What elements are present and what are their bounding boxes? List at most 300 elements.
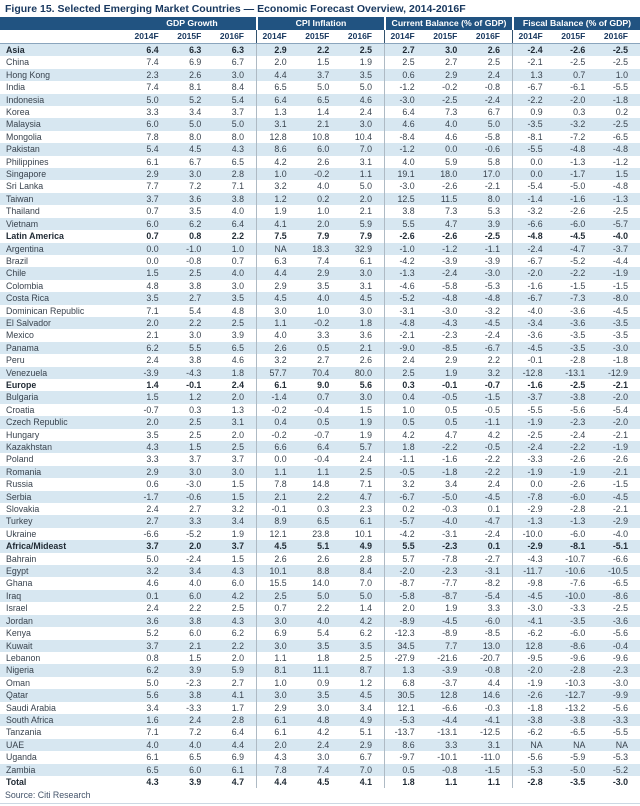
value-cell: 5.0: [146, 677, 159, 688]
value-cell: 6.0: [317, 144, 330, 155]
value-cell: 4.0: [384, 156, 427, 168]
value-cell: -5.0: [570, 181, 586, 192]
value-cell: -4.0: [512, 305, 555, 317]
value-cell: 1.9: [359, 417, 372, 428]
value-cell: -2.4: [484, 330, 500, 341]
row-label: Iraq: [6, 590, 22, 601]
value-cell: -11.0: [480, 752, 500, 763]
value-cell: 5.3: [487, 206, 500, 217]
value-cell: 5.6: [359, 379, 372, 390]
value-cell: 2.0: [317, 218, 330, 229]
year-header: 2015F: [561, 31, 586, 41]
value-cell: 1.0: [615, 69, 628, 80]
row-label: Romania: [6, 466, 42, 477]
value-cell: 3.5: [359, 69, 372, 80]
value-cell: -3.1: [484, 566, 500, 577]
value-cell: 7.3: [445, 107, 458, 118]
row-label: Vietnam: [6, 218, 39, 229]
value-cell: 5.8: [487, 156, 500, 167]
value-cell: 2.1: [146, 330, 159, 341]
value-cell: 32.9: [354, 243, 372, 254]
table-row: [0, 565, 640, 577]
value-cell: -2.6: [570, 45, 586, 55]
row-label: Africa/Mideast: [6, 541, 67, 552]
source-note: Source: Citi Research: [5, 790, 91, 801]
value-cell: 1.9: [231, 528, 244, 539]
value-cell: -0.4: [314, 404, 330, 415]
value-cell: 0.0: [512, 168, 555, 180]
value-cell: -8.9: [442, 628, 458, 639]
value-cell: 2.6: [317, 553, 330, 564]
value-cell: 0.9: [317, 677, 330, 688]
value-cell: 3.0: [359, 268, 372, 279]
value-cell: -3.0: [384, 180, 427, 192]
value-cell: 2.2: [317, 45, 330, 55]
value-cell: 3.5: [146, 293, 159, 304]
value-cell: 0.5: [384, 764, 427, 776]
table-row: [0, 354, 640, 366]
value-cell: -0.7: [314, 429, 330, 440]
value-cell: 3.3: [445, 739, 458, 750]
value-cell: -2.5: [612, 603, 628, 614]
value-cell: 5.2: [189, 94, 202, 105]
value-cell: 2.5: [231, 317, 244, 328]
value-cell: 2.5: [231, 442, 244, 452]
value-cell: 12.1: [384, 702, 427, 714]
value-cell: 6.4: [256, 94, 299, 106]
value-cell: -1.1: [384, 453, 427, 465]
table-row: [0, 503, 640, 515]
value-cell: -4.1: [512, 615, 555, 627]
value-cell: -1.6: [570, 193, 586, 204]
value-cell: 3.0: [256, 615, 299, 627]
row-label: Dominican Republic: [6, 305, 85, 316]
value-cell: -4.1: [484, 714, 500, 725]
value-cell: -1.5: [484, 392, 500, 403]
value-cell: 2.0: [231, 429, 244, 440]
value-cell: -2.3: [442, 566, 458, 577]
row-label: Qatar: [6, 690, 29, 701]
value-cell: -1.6: [512, 280, 555, 292]
value-cell: -13.7: [384, 726, 427, 738]
value-cell: 2.6: [189, 69, 202, 80]
value-cell: 3.1: [487, 739, 500, 750]
value-cell: 2.5: [189, 268, 202, 279]
value-cell: 3.4: [189, 107, 202, 118]
value-cell: -0.5: [442, 392, 458, 403]
value-cell: 6.0: [189, 628, 202, 639]
value-cell: 3.0: [231, 466, 244, 477]
value-cell: -4.6: [384, 280, 427, 292]
value-cell: -2.6: [442, 231, 458, 242]
value-cell: 3.5: [189, 206, 202, 217]
value-cell: -4.3: [442, 317, 458, 328]
value-cell: 5.4: [146, 144, 159, 155]
row-label: Total: [6, 776, 27, 787]
value-cell: 2.5: [384, 367, 427, 379]
group-header-cpi-inflation: CPI Inflation: [295, 18, 347, 28]
value-cell: -5.7: [384, 515, 427, 527]
value-cell: 2.4: [189, 714, 202, 725]
year-header: 2015F: [305, 31, 330, 41]
value-cell: 23.8: [312, 528, 330, 539]
row-label: Venezuela: [6, 367, 48, 378]
table-row: [0, 106, 640, 118]
table-row: [0, 317, 640, 329]
value-cell: -3.6: [570, 317, 586, 328]
value-cell: 4.0: [256, 329, 299, 341]
value-cell: 2.6: [256, 553, 299, 565]
value-cell: -7.3: [570, 293, 586, 304]
value-cell: 1.3: [512, 69, 555, 81]
value-cell: -3.6: [612, 615, 628, 626]
value-cell: -4.4: [612, 255, 628, 266]
value-cell: -4.5: [484, 491, 500, 502]
value-cell: -9.7: [384, 751, 427, 763]
value-cell: -2.1: [384, 329, 427, 341]
value-cell: 3.0: [359, 305, 372, 316]
value-cell: -1.5: [484, 764, 500, 775]
value-cell: 7.2: [189, 727, 202, 738]
value-cell: 8.0: [231, 131, 244, 142]
value-cell: -2.5: [612, 206, 628, 217]
value-cell: 1.2: [189, 392, 202, 403]
value-cell: -3.3: [570, 603, 586, 614]
value-cell: -1.8: [442, 466, 458, 477]
value-cell: 6.2: [189, 218, 202, 229]
value-cell: 2.8: [231, 169, 244, 180]
value-cell: -2.5: [612, 45, 628, 55]
value-cell: -3.0: [612, 342, 628, 353]
value-cell: 5.4: [317, 628, 330, 639]
value-cell: -5.7: [612, 218, 628, 229]
value-cell: -6.7: [512, 255, 555, 267]
value-cell: -2.8: [570, 504, 586, 515]
value-cell: 4.6: [359, 94, 372, 105]
value-cell: 8.1: [189, 82, 202, 93]
table-row: [0, 441, 640, 453]
value-cell: -0.8: [442, 764, 458, 775]
value-cell: 10.4: [354, 131, 372, 142]
value-cell: 6.5: [189, 752, 202, 763]
value-cell: -1.8: [612, 355, 628, 366]
row-label: Kazakhstan: [6, 442, 52, 452]
group-header-current-balance: Current Balance (% of GDP): [391, 18, 507, 28]
value-cell: -1.8: [512, 702, 555, 714]
value-cell: -0.8: [484, 82, 500, 93]
value-cell: -9.6: [570, 652, 586, 663]
row-label: Lebanon: [6, 652, 41, 663]
value-cell: 3.4: [445, 479, 458, 490]
value-cell: -1.3: [570, 516, 586, 527]
value-cell: -2.6: [384, 230, 427, 242]
value-cell: 3.0: [189, 169, 202, 180]
value-cell: 1.4: [359, 603, 372, 614]
value-cell: -0.4: [314, 454, 330, 465]
table-row: [0, 230, 640, 242]
value-cell: 2.1: [359, 206, 372, 217]
value-cell: 4.6: [231, 355, 244, 366]
value-cell: 3.0: [189, 330, 202, 341]
value-cell: 6.8: [384, 677, 427, 689]
table-row: [0, 553, 640, 565]
value-cell: 3.7: [146, 193, 159, 204]
value-cell: 5.0: [359, 590, 372, 601]
value-cell: 7.3: [445, 206, 458, 217]
value-cell: 4.0: [317, 181, 330, 192]
value-cell: 1.5: [359, 404, 372, 415]
value-cell: 4.2: [487, 429, 500, 440]
value-cell: -5.2: [384, 292, 427, 304]
value-cell: -3.8: [570, 392, 586, 403]
value-cell: 0.0: [512, 156, 555, 168]
value-cell: 5.0: [146, 94, 159, 105]
value-cell: 3.0: [317, 752, 330, 763]
value-cell: -0.1: [512, 354, 555, 366]
value-cell: 2.0: [231, 392, 244, 403]
value-cell: -6.7: [384, 491, 427, 503]
value-cell: -0.7: [484, 379, 500, 390]
value-cell: 8.0: [487, 193, 500, 204]
row-label: Kuwait: [6, 640, 33, 651]
table-row: [0, 577, 640, 589]
value-cell: -1.7: [143, 491, 159, 502]
value-cell: -2.5: [612, 119, 628, 130]
value-cell: 12.8: [256, 131, 299, 143]
value-cell: -2.8: [512, 776, 555, 788]
value-cell: -2.6: [570, 206, 586, 217]
value-cell: -1.4: [512, 193, 555, 205]
table-row: [0, 205, 640, 217]
value-cell: 4.3: [146, 776, 159, 787]
value-cell: 1.4: [146, 379, 159, 390]
table-row: [0, 429, 640, 441]
value-cell: 4.4: [256, 776, 299, 788]
value-cell: 0.1: [487, 541, 500, 552]
value-cell: 4.1: [231, 690, 244, 701]
value-cell: 7.1: [231, 181, 244, 192]
value-cell: 4.5: [317, 776, 330, 787]
value-cell: -2.6: [442, 181, 458, 192]
value-cell: 5.0: [189, 119, 202, 130]
value-cell: 6.0: [189, 764, 202, 775]
value-cell: 6.1: [256, 379, 299, 391]
value-cell: 2.5: [487, 57, 500, 68]
value-cell: -3.5: [612, 317, 628, 328]
value-cell: -10.7: [565, 553, 586, 564]
row-label: Thailand: [6, 206, 40, 217]
value-cell: 3.3: [189, 516, 202, 527]
value-cell: 19.1: [384, 168, 427, 180]
value-cell: 0.7: [573, 69, 586, 80]
value-cell: 4.2: [256, 156, 299, 168]
value-cell: 4.9: [359, 714, 372, 725]
value-cell: 4.1: [359, 776, 372, 787]
value-cell: 6.5: [231, 156, 244, 167]
value-cell: 7.8: [256, 478, 299, 490]
value-cell: 2.0: [384, 602, 427, 614]
value-cell: -6.6: [143, 528, 159, 539]
value-cell: -10.0: [565, 590, 586, 601]
value-cell: 4.0: [445, 119, 458, 130]
value-cell: -3.6: [512, 329, 555, 341]
value-cell: 5.2: [146, 628, 159, 639]
value-cell: -5.0: [442, 491, 458, 502]
value-cell: -6.6: [512, 218, 555, 230]
value-cell: -12.8: [512, 367, 555, 379]
value-cell: 5.0: [231, 119, 244, 130]
corner-cell: [0, 30, 128, 43]
value-cell: 2.7: [384, 44, 427, 56]
value-cell: -0.2: [314, 317, 330, 328]
value-cell: -3.5: [512, 118, 555, 130]
value-cell: 3.6: [146, 615, 159, 626]
value-cell: 4.3: [231, 144, 244, 155]
value-cell: -4.5: [512, 342, 555, 354]
value-cell: -4.8: [384, 317, 427, 329]
value-cell: -5.3: [484, 280, 500, 291]
value-cell: 3.5: [231, 293, 244, 304]
value-cell: 3.0: [189, 466, 202, 477]
value-cell: 6.1: [359, 255, 372, 266]
value-cell: 2.4: [317, 739, 330, 750]
value-cell: -1.3: [512, 515, 555, 527]
value-cell: 2.4: [487, 69, 500, 80]
value-cell: -5.2: [612, 764, 628, 775]
value-cell: 1.5: [231, 479, 244, 490]
year-header: 2014F: [512, 30, 555, 43]
row-label: Oman: [6, 677, 30, 688]
value-cell: 3.3: [487, 603, 500, 614]
value-cell: -3.7: [612, 243, 628, 254]
value-cell: NA: [573, 739, 586, 750]
value-cell: -1.5: [612, 280, 628, 291]
table-row: [0, 342, 640, 354]
value-cell: 6.4: [317, 442, 330, 452]
value-cell: 3.9: [487, 218, 500, 229]
value-cell: -0.5: [384, 466, 427, 478]
value-cell: -2.1: [612, 504, 628, 515]
value-cell: -3.3: [186, 702, 202, 713]
value-cell: -2.4: [186, 553, 202, 564]
value-cell: 2.9: [317, 268, 330, 279]
value-cell: 4.7: [231, 776, 244, 787]
value-cell: 0.4: [256, 416, 299, 428]
value-cell: -2.0: [384, 565, 427, 577]
row-label: Colombia: [6, 280, 44, 291]
table-row: [0, 255, 640, 267]
table-row: [0, 615, 640, 627]
value-cell: 4.6: [445, 131, 458, 142]
value-cell: 5.1: [359, 727, 372, 738]
value-cell: 5.0: [487, 119, 500, 130]
value-cell: 2.7: [231, 677, 244, 688]
value-cell: -2.5: [484, 231, 500, 242]
table-row: [0, 689, 640, 701]
value-cell: -6.0: [570, 491, 586, 502]
value-cell: 6.1: [231, 764, 244, 775]
value-cell: 7.9: [359, 231, 372, 242]
value-cell: 3.8: [189, 355, 202, 366]
value-cell: -2.2: [442, 442, 458, 452]
value-cell: 2.4: [487, 479, 500, 490]
value-cell: 0.2: [615, 107, 628, 118]
value-cell: 3.5: [317, 280, 330, 291]
table-row: [0, 218, 640, 230]
value-cell: -4.7: [484, 516, 500, 527]
row-label: Saudi Arabia: [6, 702, 56, 713]
value-cell: 8.4: [231, 82, 244, 93]
table-row: [0, 602, 640, 614]
value-cell: 0.1: [487, 504, 500, 515]
value-cell: 2.7: [317, 355, 330, 366]
value-cell: -6.0: [570, 528, 586, 539]
value-cell: 2.0: [231, 652, 244, 663]
value-cell: 3.4: [231, 516, 244, 527]
value-cell: 4.8: [146, 280, 159, 291]
value-cell: 5.0: [317, 82, 330, 93]
value-cell: 5.6: [146, 690, 159, 701]
row-label: Argentina: [6, 243, 44, 254]
value-cell: -8.6: [570, 640, 586, 651]
row-label: Malaysia: [6, 119, 41, 130]
value-cell: -9.0: [384, 342, 427, 354]
value-cell: 4.0: [317, 615, 330, 626]
value-cell: 7.0: [359, 144, 372, 155]
value-cell: 1.8: [231, 367, 244, 378]
value-cell: 2.7: [189, 504, 202, 515]
value-cell: 6.7: [487, 107, 500, 118]
value-cell: 7.4: [146, 82, 159, 93]
value-cell: 3.0: [256, 689, 299, 701]
value-cell: 6.2: [146, 665, 159, 676]
value-cell: 6.3: [189, 45, 202, 55]
value-cell: -2.8: [570, 355, 586, 366]
value-cell: 0.5: [317, 417, 330, 428]
value-cell: -6.0: [484, 615, 500, 626]
value-cell: 3.7: [189, 454, 202, 465]
value-cell: 5.0: [359, 181, 372, 192]
row-label: Serbia: [6, 491, 32, 502]
value-cell: NA: [512, 739, 555, 751]
value-cell: -1.9: [612, 268, 628, 279]
year-header: 2016F: [347, 31, 372, 41]
value-cell: 3.9: [189, 776, 202, 787]
value-cell: 7.1: [359, 479, 372, 490]
value-cell: 4.1: [256, 218, 299, 230]
table-row: [0, 143, 640, 155]
value-cell: 3.8: [189, 280, 202, 291]
value-cell: 5.1: [317, 541, 330, 552]
value-cell: 6.0: [146, 218, 159, 229]
value-cell: -1.0: [384, 243, 427, 255]
value-cell: 9.0: [317, 379, 330, 390]
value-cell: 2.2: [231, 231, 244, 242]
value-cell: -0.1: [186, 379, 202, 390]
value-cell: 7.1: [146, 305, 159, 316]
value-cell: 3.0: [231, 69, 244, 80]
year-header: 2016F: [219, 31, 244, 41]
value-cell: -5.4: [484, 590, 500, 601]
value-cell: -6.1: [570, 82, 586, 93]
value-cell: 1.9: [359, 429, 372, 440]
value-cell: 3.3: [146, 107, 159, 118]
value-cell: 7.4: [317, 764, 330, 775]
value-cell: 1.3: [384, 664, 427, 676]
value-cell: 1.5: [615, 169, 628, 180]
value-cell: 5.4: [231, 94, 244, 105]
value-cell: -9.8: [512, 577, 555, 589]
